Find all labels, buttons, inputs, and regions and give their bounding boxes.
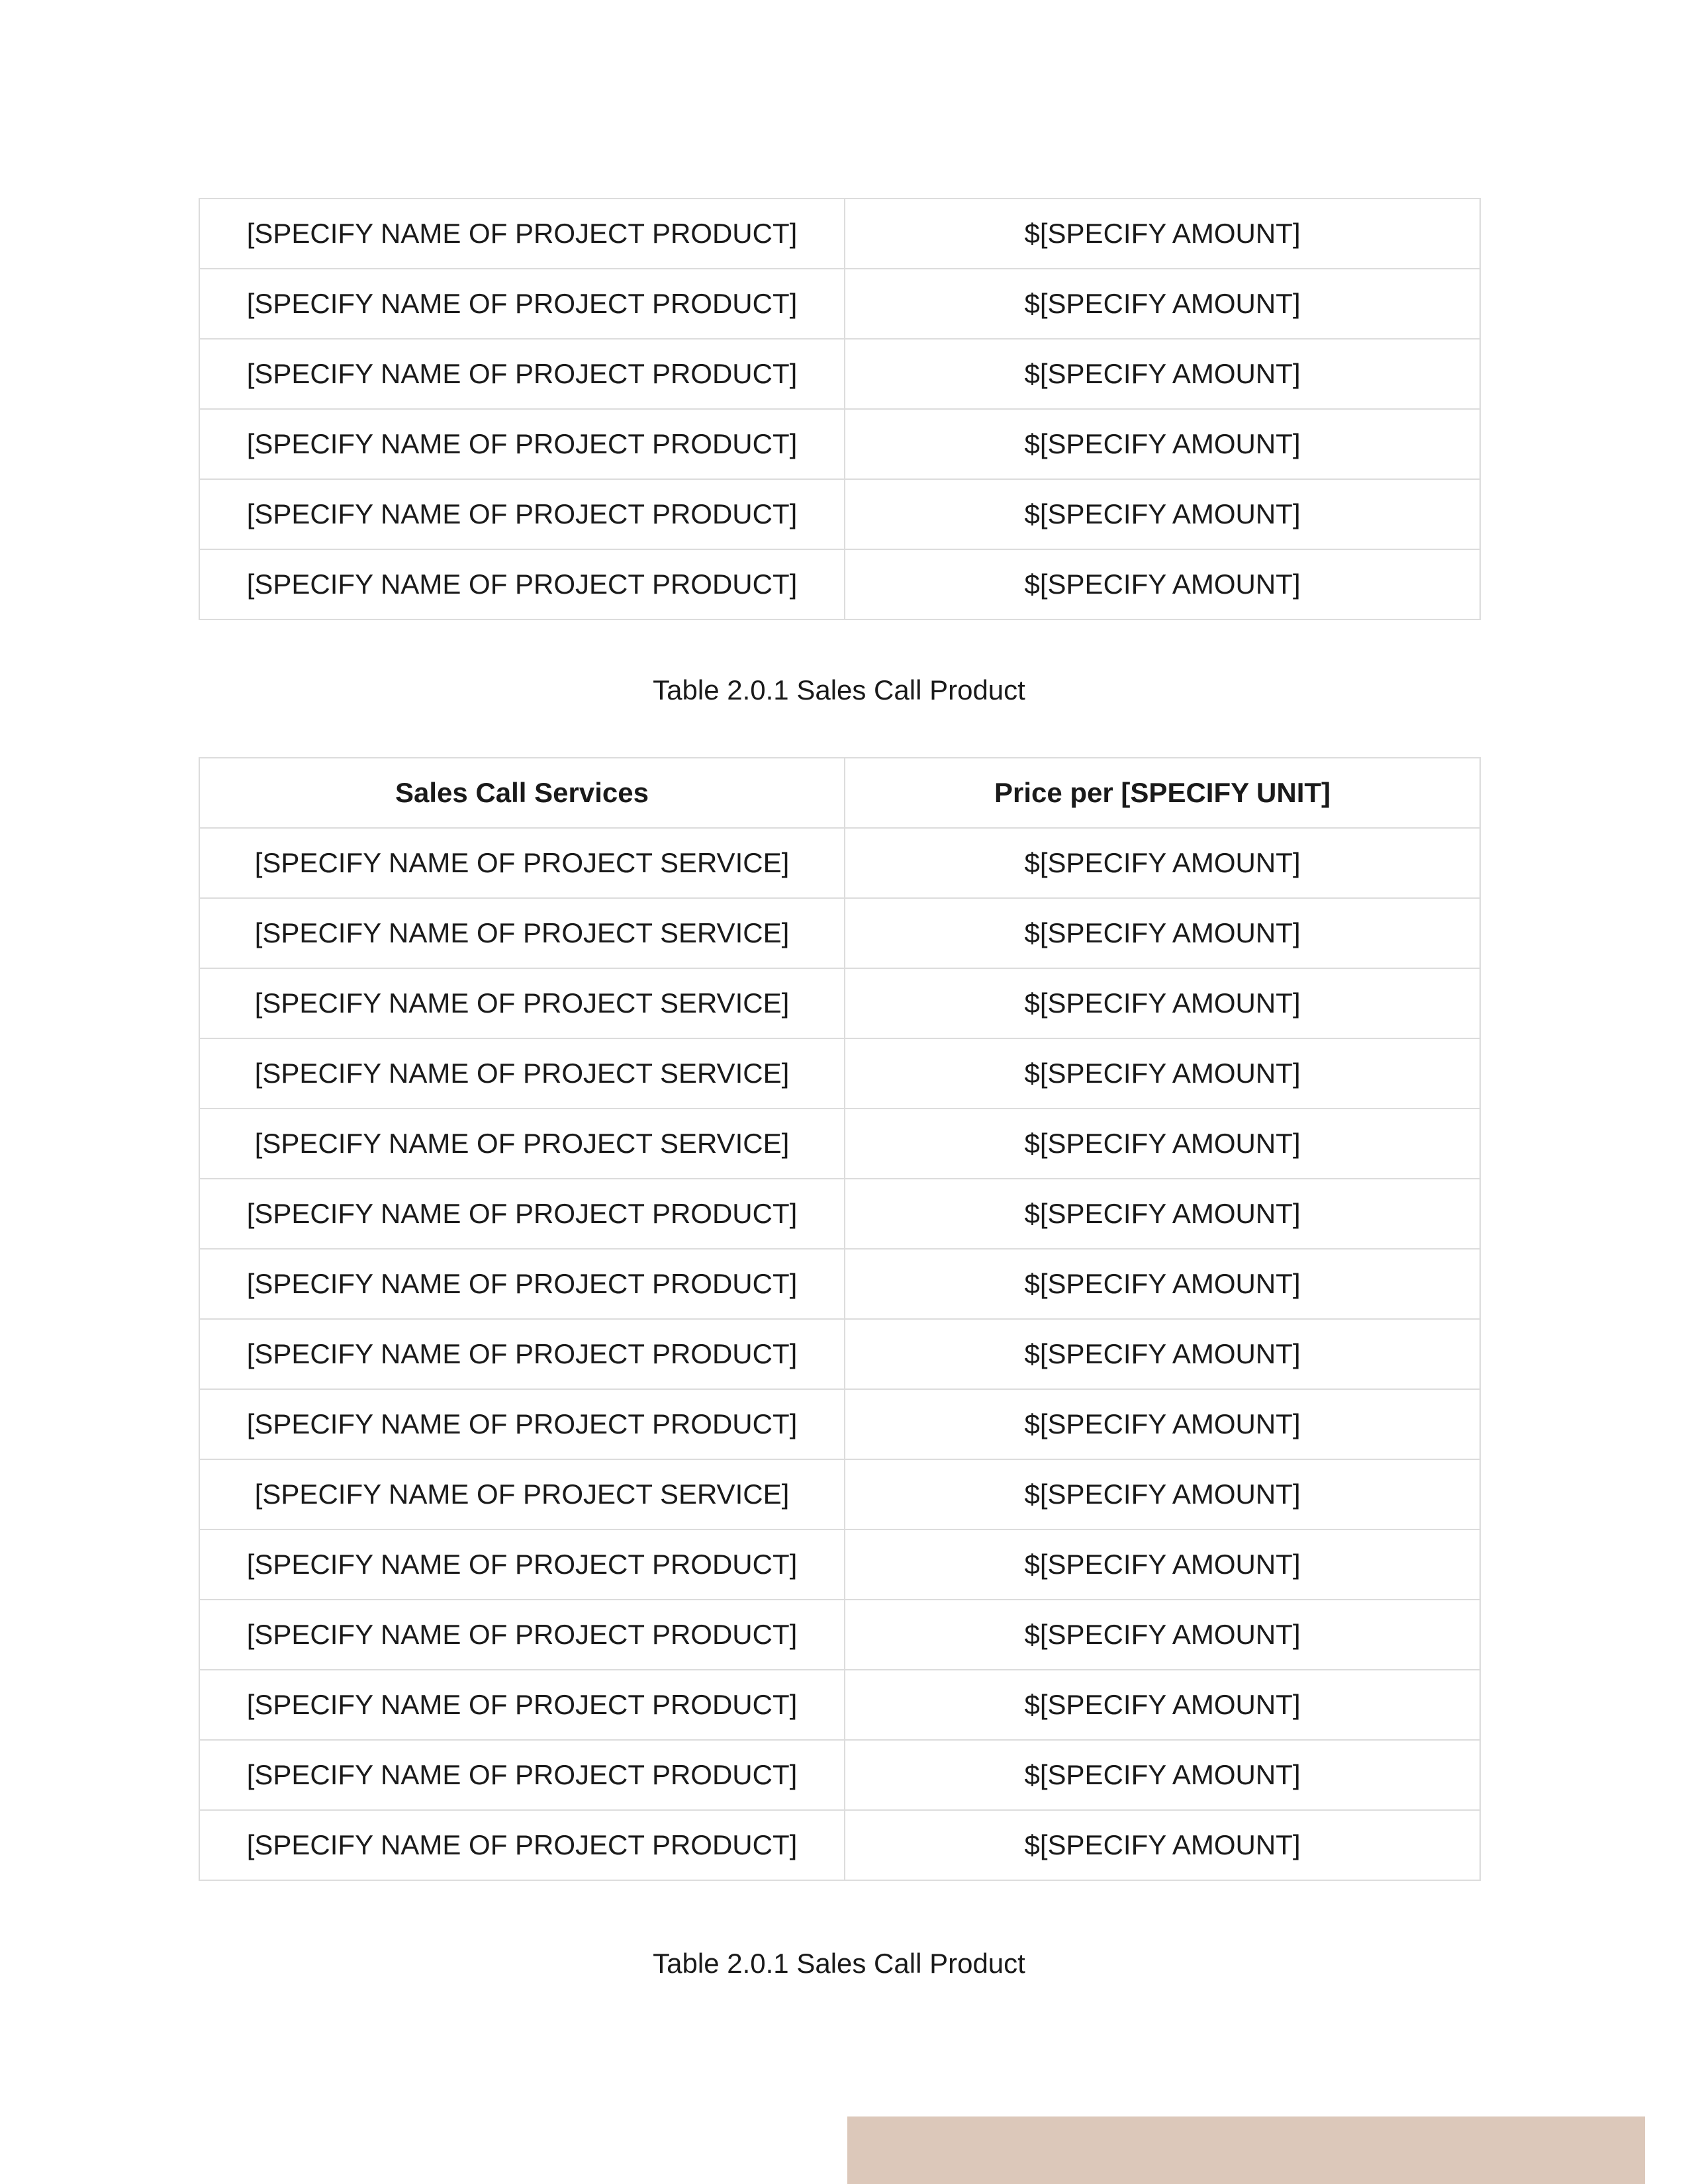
table-row <box>199 1319 1480 1389</box>
service-name-cell: [SPECIFY NAME OF PROJECT SERVICE] <box>199 828 845 898</box>
price-cell: $[SPECIFY AMOUNT] <box>845 1810 1480 1880</box>
table-header-row <box>199 758 1480 828</box>
table-row <box>199 1740 1480 1810</box>
service-name-cell: [SPECIFY NAME OF PROJECT PRODUCT] <box>199 1810 845 1880</box>
table-row <box>199 1038 1480 1109</box>
service-name-cell: [SPECIFY NAME OF PROJECT PRODUCT] <box>199 1179 845 1249</box>
footer-accent-block <box>847 2116 1645 2184</box>
product-name-cell: [SPECIFY NAME OF PROJECT PRODUCT] <box>199 479 845 549</box>
product-price-table-body <box>199 199 1480 619</box>
table-row <box>199 1109 1480 1179</box>
price-cell: $[SPECIFY AMOUNT] <box>845 1740 1480 1810</box>
service-name-cell: [SPECIFY NAME OF PROJECT PRODUCT] <box>199 1319 845 1389</box>
table-row <box>199 549 1480 619</box>
product-name-cell: [SPECIFY NAME OF PROJECT PRODUCT] <box>199 339 845 409</box>
price-cell: $[SPECIFY AMOUNT] <box>845 1600 1480 1670</box>
price-cell: $[SPECIFY AMOUNT] <box>845 828 1480 898</box>
product-name-cell: [SPECIFY NAME OF PROJECT PRODUCT] <box>199 199 845 269</box>
price-cell: $[SPECIFY AMOUNT] <box>845 1319 1480 1389</box>
table-row <box>199 479 1480 549</box>
service-name-cell: [SPECIFY NAME OF PROJECT PRODUCT] <box>199 1670 845 1740</box>
table-row <box>199 1670 1480 1740</box>
table-row <box>199 1249 1480 1319</box>
price-cell: $[SPECIFY AMOUNT] <box>845 1249 1480 1319</box>
price-cell: $[SPECIFY AMOUNT] <box>845 409 1480 479</box>
price-cell: $[SPECIFY AMOUNT] <box>845 1179 1480 1249</box>
services-column-header: Sales Call Services <box>199 758 845 828</box>
service-name-cell: [SPECIFY NAME OF PROJECT PRODUCT] <box>199 1529 845 1600</box>
service-name-cell: [SPECIFY NAME OF PROJECT PRODUCT] <box>199 1600 845 1670</box>
price-cell: $[SPECIFY AMOUNT] <box>845 898 1480 968</box>
service-name-cell: [SPECIFY NAME OF PROJECT SERVICE] <box>199 1109 845 1179</box>
price-cell: $[SPECIFY AMOUNT] <box>845 1529 1480 1600</box>
service-name-cell: [SPECIFY NAME OF PROJECT SERVICE] <box>199 1038 845 1109</box>
product-name-cell: [SPECIFY NAME OF PROJECT PRODUCT] <box>199 269 845 339</box>
table-row <box>199 898 1480 968</box>
product-price-table <box>199 198 1481 620</box>
service-name-cell: [SPECIFY NAME OF PROJECT SERVICE] <box>199 898 845 968</box>
price-cell: $[SPECIFY AMOUNT] <box>845 1670 1480 1740</box>
product-name-cell: [SPECIFY NAME OF PROJECT PRODUCT] <box>199 549 845 619</box>
price-cell: $[SPECIFY AMOUNT] <box>845 549 1480 619</box>
table-caption: Table 2.0.1 Sales Call Product <box>653 674 1025 705</box>
price-cell: $[SPECIFY AMOUNT] <box>845 968 1480 1038</box>
services-price-table-body <box>199 828 1480 1880</box>
price-cell: $[SPECIFY AMOUNT] <box>845 269 1480 339</box>
service-name-cell: [SPECIFY NAME OF PROJECT PRODUCT] <box>199 1740 845 1810</box>
service-name-cell: [SPECIFY NAME OF PROJECT PRODUCT] <box>199 1389 845 1459</box>
price-column-header: Price per [SPECIFY UNIT] <box>845 758 1480 828</box>
price-cell: $[SPECIFY AMOUNT] <box>845 479 1480 549</box>
service-name-cell: [SPECIFY NAME OF PROJECT PRODUCT] <box>199 1249 845 1319</box>
table-row <box>199 828 1480 898</box>
table-row <box>199 409 1480 479</box>
service-name-cell: [SPECIFY NAME OF PROJECT SERVICE] <box>199 968 845 1038</box>
table-row <box>199 1179 1480 1249</box>
services-price-table-header <box>199 758 1480 828</box>
table-row <box>199 269 1480 339</box>
table-row <box>199 1529 1480 1600</box>
table-row <box>199 1600 1480 1670</box>
price-cell: $[SPECIFY AMOUNT] <box>845 339 1480 409</box>
service-name-cell: [SPECIFY NAME OF PROJECT SERVICE] <box>199 1459 845 1529</box>
table-caption: Table 2.0.1 Sales Call Product <box>653 1948 1025 1979</box>
table-row <box>199 339 1480 409</box>
table-row <box>199 1389 1480 1459</box>
table-row <box>199 1810 1480 1880</box>
price-cell: $[SPECIFY AMOUNT] <box>845 1038 1480 1109</box>
table-row <box>199 968 1480 1038</box>
price-cell: $[SPECIFY AMOUNT] <box>845 1459 1480 1529</box>
price-cell: $[SPECIFY AMOUNT] <box>845 199 1480 269</box>
price-cell: $[SPECIFY AMOUNT] <box>845 1109 1480 1179</box>
price-cell: $[SPECIFY AMOUNT] <box>845 1389 1480 1459</box>
table-row <box>199 1459 1480 1529</box>
product-name-cell: [SPECIFY NAME OF PROJECT PRODUCT] <box>199 409 845 479</box>
services-price-table <box>199 757 1481 1881</box>
table-row <box>199 199 1480 269</box>
